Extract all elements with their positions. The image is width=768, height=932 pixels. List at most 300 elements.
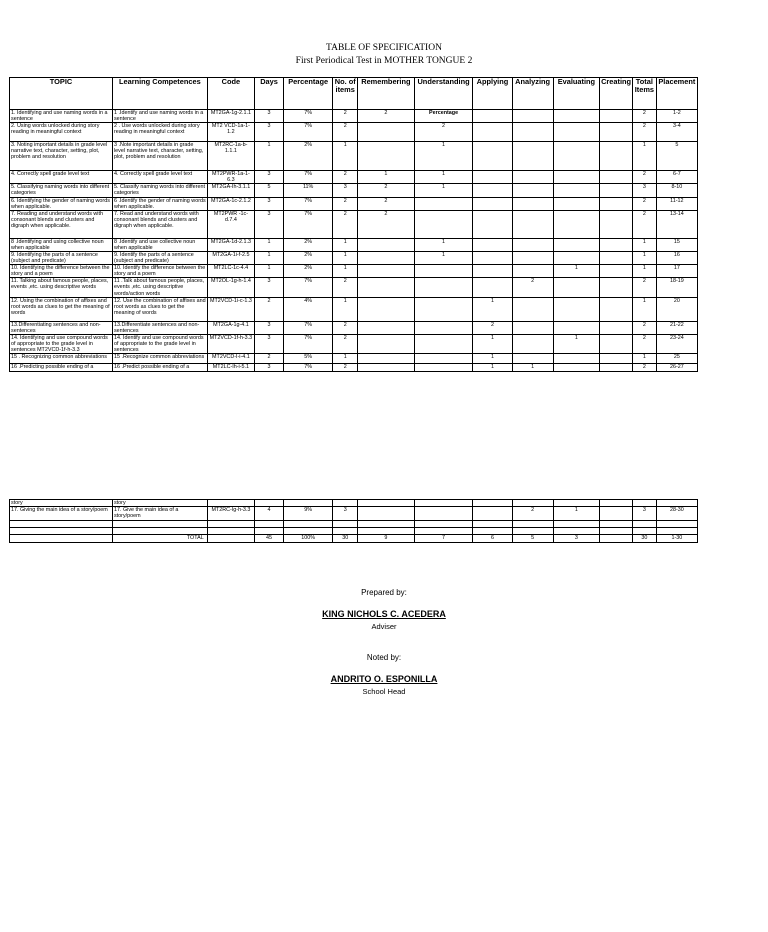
placement-cell: 23-24	[656, 334, 697, 353]
analyzing-cell	[512, 184, 553, 197]
code-cell: MT2VCD-1i-c-1.3	[207, 297, 254, 321]
items-cell: 2	[333, 210, 358, 238]
competence-cell: 9. Identify the parts of a sentence (subject and predicate)	[112, 251, 207, 264]
code-cell: MT2GA-1g-4.1	[207, 321, 254, 334]
total-items-cell: 2	[633, 210, 657, 238]
remembering-cell	[358, 142, 415, 171]
competence-cell: 1 .Identify and use naming words in a sentence	[112, 110, 207, 123]
remembering-cell: 2	[358, 110, 415, 123]
analyzing-cell: 1	[512, 364, 553, 372]
understanding-cell	[414, 210, 473, 238]
items-cell: 1	[333, 238, 358, 251]
applying-cell: 1	[473, 297, 512, 321]
total-items-cell: 3	[633, 184, 657, 197]
percentage-cell: 7%	[283, 171, 332, 184]
total-items-cell: 2	[633, 110, 657, 123]
competence-cell: 17. Give the main idea of a story/poem	[112, 507, 207, 521]
table-row	[10, 110, 698, 123]
applying-cell	[473, 142, 512, 171]
days-cell: 1	[255, 251, 284, 264]
placement-cell: 6-7	[656, 171, 697, 184]
days-cell	[255, 500, 284, 507]
understanding-cell: 1	[414, 171, 473, 184]
col-header-total-items: Total Items	[633, 78, 657, 110]
items-cell: 1	[333, 251, 358, 264]
table-row	[10, 507, 698, 521]
understanding-cell: 1	[414, 238, 473, 251]
evaluating-cell	[553, 528, 599, 535]
topic-cell: story	[10, 500, 113, 507]
percentage-cell: 100%	[283, 535, 332, 543]
evaluating-cell: 1	[553, 507, 599, 521]
understanding-cell	[414, 528, 473, 535]
total-items-cell: 1	[633, 238, 657, 251]
days-cell: 3	[255, 171, 284, 184]
creating-cell	[600, 500, 633, 507]
days-cell: 3	[255, 123, 284, 142]
items-cell: 2	[333, 110, 358, 123]
placement-cell: 15	[656, 238, 697, 251]
understanding-cell: 1	[414, 142, 473, 171]
days-cell: 1	[255, 238, 284, 251]
total-items-cell	[633, 528, 657, 535]
total-items-cell	[633, 500, 657, 507]
items-cell: 1	[333, 297, 358, 321]
remembering-cell	[358, 251, 415, 264]
percentage-cell: 2%	[283, 142, 332, 171]
percentage-cell: 7%	[283, 210, 332, 238]
code-cell: MT2LC-1c-4.4	[207, 265, 254, 278]
remembering-cell	[358, 265, 415, 278]
prepared-by-label: Prepared by:	[361, 588, 407, 597]
placement-cell: 16	[656, 251, 697, 264]
items-cell	[333, 521, 358, 528]
evaluating-cell	[553, 321, 599, 334]
remembering-cell	[358, 521, 415, 528]
table-row	[10, 210, 698, 238]
table-row	[10, 278, 698, 297]
code-cell: MT2GA-1c-2.1.2	[207, 197, 254, 210]
table-header-row	[10, 78, 698, 110]
creating-cell	[600, 251, 633, 264]
analyzing-cell	[512, 321, 553, 334]
days-cell: 4	[255, 507, 284, 521]
remembering-cell	[358, 334, 415, 353]
understanding-cell: 7	[414, 535, 473, 543]
analyzing-cell	[512, 238, 553, 251]
creating-cell	[600, 334, 633, 353]
total-items-cell	[633, 521, 657, 528]
items-cell: 3	[333, 184, 358, 197]
table-row	[10, 354, 698, 364]
total-items-cell: 1	[633, 354, 657, 364]
remembering-cell: 2	[358, 184, 415, 197]
code-cell: MT2GA-1i-f-2.5	[207, 251, 254, 264]
remembering-cell: 1	[358, 171, 415, 184]
code-cell	[207, 500, 254, 507]
evaluating-cell: 1	[553, 334, 599, 353]
creating-cell	[600, 197, 633, 210]
percentage-cell: 7%	[283, 110, 332, 123]
competence-cell: 11 .Talk about famous people, places, events ,etc. using descriptive words/action words	[112, 278, 207, 297]
evaluating-cell	[553, 278, 599, 297]
days-cell: 3	[255, 321, 284, 334]
percentage-cell: 7%	[283, 278, 332, 297]
noted-by-label: Noted by:	[366, 653, 402, 662]
prepared-by-name: KING NICHOLS C. ACEDERA	[322, 609, 446, 619]
creating-cell	[600, 123, 633, 142]
placement-cell: 1-2	[656, 110, 697, 123]
topic-cell: 13.Differentiating sentences and non-sentences	[10, 321, 113, 334]
analyzing-cell	[512, 354, 553, 364]
competence-cell: 2 . Use words unlocked during story reading in meaningful context	[112, 123, 207, 142]
competence-cell: 4. Correctly spell grade level text	[112, 171, 207, 184]
evaluating-cell	[553, 184, 599, 197]
applying-cell	[473, 123, 512, 142]
competence-cell: 3 .Note important details in grade level narrative text, character, setting, plot, problem and resolution	[112, 142, 207, 171]
days-cell	[255, 521, 284, 528]
creating-cell	[600, 110, 633, 123]
percentage-cell: 2%	[283, 265, 332, 278]
applying-cell	[473, 251, 512, 264]
items-cell	[333, 528, 358, 535]
topic-cell: 6. Identifying the gender of naming words when applicable.	[10, 197, 113, 210]
topic-cell: 4. Correctly spell grade level text	[10, 171, 113, 184]
items-cell: 3	[333, 507, 358, 521]
analyzing-cell: 2	[512, 278, 553, 297]
table-row	[10, 500, 698, 507]
noted-by-name: ANDRITO O. ESPONILLA	[330, 674, 438, 684]
total-items-cell: 1	[633, 251, 657, 264]
understanding-cell: Percentage	[414, 110, 473, 123]
analyzing-cell	[512, 210, 553, 238]
topic-cell	[10, 528, 113, 535]
placement-cell: 25	[656, 354, 697, 364]
creating-cell	[600, 238, 633, 251]
competence-cell: 16 .Predict possible ending of a	[112, 364, 207, 372]
table-row	[10, 171, 698, 184]
code-cell: MT2PWR-1a-1-6.3	[207, 171, 254, 184]
specification-table	[9, 77, 698, 372]
topic-cell	[10, 535, 113, 543]
analyzing-cell	[512, 197, 553, 210]
applying-cell	[473, 184, 512, 197]
items-cell: 2	[333, 364, 358, 372]
remembering-cell: 9	[358, 535, 415, 543]
remembering-cell	[358, 321, 415, 334]
evaluating-cell	[553, 123, 599, 142]
col-header-understanding: Understanding	[414, 78, 473, 110]
total-items-cell: 1	[633, 265, 657, 278]
creating-cell	[600, 142, 633, 171]
days-cell: 5	[255, 184, 284, 197]
table-row	[10, 321, 698, 334]
days-cell: 3	[255, 278, 284, 297]
understanding-cell: 1	[414, 251, 473, 264]
topic-cell: 2. Using words unlocked during story reading in meaningful context	[10, 123, 113, 142]
remembering-cell: 2	[358, 210, 415, 238]
percentage-cell	[283, 528, 332, 535]
percentage-cell: 7%	[283, 321, 332, 334]
competence-cell	[112, 521, 207, 528]
days-cell: 3	[255, 334, 284, 353]
understanding-cell	[414, 197, 473, 210]
remembering-cell: 2	[358, 197, 415, 210]
code-cell: MT2GA-1g-2.1.1	[207, 110, 254, 123]
page-subtitle: First Periodical Test in MOTHER TONGUE 2	[295, 56, 473, 66]
competence-cell: story	[112, 500, 207, 507]
noted-by-role: School Head	[362, 687, 406, 696]
applying-cell	[473, 528, 512, 535]
items-cell: 2	[333, 171, 358, 184]
items-cell: 1	[333, 142, 358, 171]
placement-cell: 17	[656, 265, 697, 278]
placement-cell: 3-4	[656, 123, 697, 142]
code-cell: MT2 VCD-1a-1-1.2	[207, 123, 254, 142]
col-header-applying: Applying	[473, 78, 512, 110]
percentage-cell: 7%	[283, 334, 332, 353]
remembering-cell	[358, 238, 415, 251]
topic-cell: 1. Identifying and use naming words in a sentence	[10, 110, 113, 123]
placement-cell: 5	[656, 142, 697, 171]
col-header-creating: Creating	[600, 78, 633, 110]
understanding-cell: 1	[414, 184, 473, 197]
total-items-cell: 2	[633, 364, 657, 372]
total-items-cell: 30	[633, 535, 657, 543]
creating-cell	[600, 528, 633, 535]
days-cell: 3	[255, 364, 284, 372]
page-title: TABLE OF SPECIFICATION	[326, 43, 442, 53]
analyzing-cell	[512, 123, 553, 142]
analyzing-cell	[512, 110, 553, 123]
remembering-cell	[358, 354, 415, 364]
evaluating-cell	[553, 171, 599, 184]
code-cell	[207, 521, 254, 528]
items-cell	[333, 500, 358, 507]
creating-cell	[600, 278, 633, 297]
competence-cell: 13.Differentiate sentences and non-sentences	[112, 321, 207, 334]
applying-cell	[473, 110, 512, 123]
days-cell: 3	[255, 197, 284, 210]
remembering-cell	[358, 278, 415, 297]
items-cell: 2	[333, 321, 358, 334]
remembering-cell	[358, 123, 415, 142]
applying-cell: 2	[473, 321, 512, 334]
applying-cell	[473, 238, 512, 251]
understanding-cell: 2	[414, 123, 473, 142]
col-header-topic: TOPIC	[10, 78, 113, 110]
analyzing-cell	[512, 142, 553, 171]
code-cell: MT2GA-Ih-3.1.1	[207, 184, 254, 197]
total-items-cell: 2	[633, 171, 657, 184]
evaluating-cell	[553, 197, 599, 210]
understanding-cell	[414, 297, 473, 321]
days-cell: 2	[255, 297, 284, 321]
table-row	[10, 364, 698, 372]
topic-cell: 14. Identifying and use compound words of appropriate to the grade level in sentences MT2VCD-1f-h-3.3	[10, 334, 113, 353]
total-items-cell: 1	[633, 142, 657, 171]
percentage-cell: 9%	[283, 507, 332, 521]
remembering-cell	[358, 500, 415, 507]
evaluating-cell	[553, 364, 599, 372]
placement-cell: 1-30	[656, 535, 697, 543]
understanding-cell	[414, 321, 473, 334]
code-cell: MT2GA-1d-2.1.3	[207, 238, 254, 251]
percentage-cell: 7%	[283, 197, 332, 210]
competence-cell: 14. Identify and use compound words of appropriate to the grade level in sentences	[112, 334, 207, 353]
evaluating-cell	[553, 521, 599, 528]
placement-cell	[656, 521, 697, 528]
items-cell: 1	[333, 265, 358, 278]
analyzing-cell	[512, 521, 553, 528]
code-cell	[207, 528, 254, 535]
col-header-competences: Learning Competences	[112, 78, 207, 110]
topic-cell	[10, 521, 113, 528]
evaluating-cell	[553, 110, 599, 123]
days-cell: 3	[255, 210, 284, 238]
table-row	[10, 184, 698, 197]
col-header-percentage: Percentage	[283, 78, 332, 110]
placement-cell: 8-10	[656, 184, 697, 197]
topic-cell: 10. Identifying the difference between the story and a poem	[10, 265, 113, 278]
total-items-cell: 1	[633, 297, 657, 321]
topic-cell: 17. Giving the main idea of a story/poem	[10, 507, 113, 521]
code-cell: MT2RC-Ig-h-3.3	[207, 507, 254, 521]
table-row	[10, 535, 698, 543]
analyzing-cell	[512, 500, 553, 507]
creating-cell	[600, 184, 633, 197]
topic-cell: 15 . Recognizing common abbreviations	[10, 354, 113, 364]
code-cell: MT2OL-1g-h-1.4	[207, 278, 254, 297]
table-row	[10, 297, 698, 321]
days-cell: 1	[255, 142, 284, 171]
evaluating-cell: 3	[553, 535, 599, 543]
applying-cell	[473, 210, 512, 238]
days-cell: 1	[255, 265, 284, 278]
col-header-remembering: Remembering	[358, 78, 415, 110]
creating-cell	[600, 321, 633, 334]
code-cell: MT2LC-Ih-i-5.1	[207, 364, 254, 372]
placement-cell: 28-30	[656, 507, 697, 521]
items-cell: 1	[333, 354, 358, 364]
total-items-cell: 2	[633, 334, 657, 353]
total-items-cell: 3	[633, 507, 657, 521]
creating-cell	[600, 171, 633, 184]
understanding-cell	[414, 334, 473, 353]
applying-cell	[473, 500, 512, 507]
applying-cell: 1	[473, 334, 512, 353]
applying-cell: 1	[473, 364, 512, 372]
creating-cell	[600, 364, 633, 372]
creating-cell	[600, 507, 633, 521]
evaluating-cell	[553, 251, 599, 264]
topic-cell: 11. Talking about famous people, places, events ,etc. using descriptive words	[10, 278, 113, 297]
total-items-cell: 2	[633, 278, 657, 297]
placement-cell: 13-14	[656, 210, 697, 238]
topic-cell: 3. Noting important details in grade level narrative text, character, setting, plot, problem and resolution	[10, 142, 113, 171]
items-cell: 2	[333, 197, 358, 210]
evaluating-cell	[553, 210, 599, 238]
total-items-cell: 2	[633, 321, 657, 334]
percentage-cell: 11%	[283, 184, 332, 197]
creating-cell	[600, 210, 633, 238]
analyzing-cell	[512, 265, 553, 278]
competence-cell: 12. Use the combination of affixes and root words as clues to get the meaning of words	[112, 297, 207, 321]
col-header-evaluating: Evaluating	[553, 78, 599, 110]
placement-cell: 26-27	[656, 364, 697, 372]
days-cell: 2	[255, 354, 284, 364]
code-cell: MT2PWR -1c-d.7.4	[207, 210, 254, 238]
topic-cell: 12. Using the combination of affixes and root words as clues to get the meaning of words	[10, 297, 113, 321]
placement-cell: 11-12	[656, 197, 697, 210]
total-items-cell: 2	[633, 123, 657, 142]
percentage-cell: 5%	[283, 354, 332, 364]
applying-cell	[473, 521, 512, 528]
creating-cell	[600, 521, 633, 528]
remembering-cell	[358, 507, 415, 521]
competence-cell: 15 .Recognize common abbreviations	[112, 354, 207, 364]
remembering-cell	[358, 297, 415, 321]
code-cell	[207, 535, 254, 543]
creating-cell	[600, 535, 633, 543]
placement-cell: 21-22	[656, 321, 697, 334]
table-row	[10, 528, 698, 535]
competence-cell: 5. Classify naming words into different categories	[112, 184, 207, 197]
understanding-cell	[414, 278, 473, 297]
applying-cell	[473, 171, 512, 184]
applying-cell: 1	[473, 354, 512, 364]
competence-cell: 8 .Identify and use collective noun when applicable	[112, 238, 207, 251]
analyzing-cell	[512, 528, 553, 535]
col-header-days: Days	[255, 78, 284, 110]
understanding-cell	[414, 354, 473, 364]
applying-cell	[473, 278, 512, 297]
understanding-cell	[414, 507, 473, 521]
prepared-by-role: Adviser	[371, 622, 397, 631]
placement-cell: 20	[656, 297, 697, 321]
col-header-analyzing: Analyzing	[512, 78, 553, 110]
applying-cell	[473, 507, 512, 521]
creating-cell	[600, 297, 633, 321]
placement-cell	[656, 528, 697, 535]
competence-cell: 6 .Identify the gender of naming words when applicable.	[113, 197, 206, 210]
understanding-cell	[414, 521, 473, 528]
specification-table-continued	[9, 499, 698, 543]
items-cell: 2	[333, 123, 358, 142]
table-row	[10, 334, 698, 353]
topic-cell: 7. Reading and understand words with consonant blends and clusters and digraph when applicable.	[10, 210, 113, 238]
evaluating-cell	[553, 500, 599, 507]
table-row	[10, 142, 698, 171]
table-row	[10, 238, 698, 251]
creating-cell	[600, 265, 633, 278]
analyzing-cell	[512, 297, 553, 321]
placement-cell: 18-19	[656, 278, 697, 297]
topic-cell: 5. Classifying naming words into different categories	[10, 184, 113, 197]
table-row	[10, 521, 698, 528]
percentage-cell	[283, 500, 332, 507]
understanding-cell	[414, 265, 473, 278]
competence-cell	[112, 528, 207, 535]
code-cell: MT2RC-1a-b-1.1.1	[207, 142, 254, 171]
evaluating-cell	[553, 297, 599, 321]
understanding-cell	[414, 364, 473, 372]
items-cell: 30	[333, 535, 358, 543]
col-header-code: Code	[207, 78, 254, 110]
percentage-cell: 2%	[283, 238, 332, 251]
table-row	[10, 197, 698, 210]
table-row	[10, 251, 698, 264]
